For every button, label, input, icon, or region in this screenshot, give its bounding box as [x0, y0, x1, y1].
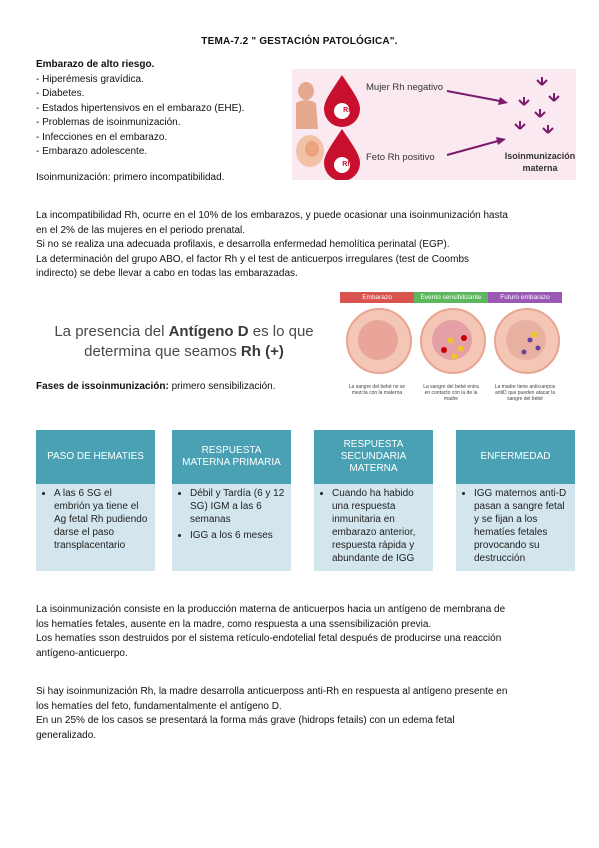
phase-header: PASO DE HEMATIES: [36, 430, 155, 484]
rh-negative-drop-label: Rh-: [343, 107, 355, 114]
phase-header: RESPUESTA MATERNA PRIMARIA: [172, 430, 291, 484]
paragraph-line: La incompatibilidad Rh, ocurre en el 10% de los embarazos, y puede ocasionar una isoinmunización hasta: [36, 210, 508, 221]
phase-bullets: [36, 487, 155, 552]
page-title: TEMA-7.2 " GESTACIÓN PATOLÓGICA".: [201, 36, 398, 47]
phase-card-primary-response: [172, 430, 291, 571]
phase-bullets: [172, 487, 291, 542]
phases-intro-bold: Fases de issoinmunización:: [36, 381, 169, 392]
phase-bullet: • A las 6 SG el embrión ya tiene el Ag fetal Rh pudiendo darse el paso transplacentario: [54, 487, 149, 552]
risk-item: - Embarazo adolescente.: [36, 146, 148, 157]
paragraph-rh-consequences: [36, 685, 566, 743]
isoimmunization-line: Isoinmunización: [504, 151, 576, 161]
isoimmunization-note: Isoinmunización: primero incompatibilidad.: [36, 172, 225, 183]
paragraph-line: en el 2% de las mujeres en el periodo prenatal.: [36, 224, 246, 236]
phase-bullet: • IGG a los 6 meses: [190, 529, 285, 542]
caption-blood-contact: La sangre del bebé entra en contacto con la de la madre: [423, 384, 479, 402]
antigen-text: determina que seamos: [84, 343, 241, 360]
mother-rh-negative-label: Mujer Rh negativo: [366, 82, 444, 93]
maternal-isoimmunization-label: [504, 150, 576, 174]
paragraph-line: indirecto) se debe llevar a cabo en todas las embarazadas.: [36, 268, 298, 279]
rh-positive-drop-label: Rh+: [342, 161, 356, 168]
paragraph-line: Si hay isoinmunización Rh, la madre desarrolla anticuerposs anti-Rh en respuesta al antígeno presente en: [36, 686, 508, 697]
antigen-d-bold: Antígeno D: [168, 323, 249, 340]
blood-cells-art: [340, 302, 562, 392]
paragraph-incompatibility: [36, 209, 566, 282]
antigen-text: es lo que: [248, 323, 314, 340]
antigen-line-2: [36, 342, 332, 362]
antigen-d-statement: [36, 322, 332, 362]
paragraph-line: generalizado.: [36, 729, 97, 741]
phases-intro: [36, 381, 276, 392]
risk-item: - Hiperémesis gravídica.: [36, 73, 144, 85]
antigen-line-1: [36, 322, 332, 342]
pregnancy-sensitization-illustration: [340, 292, 562, 412]
paragraph-line: Si no se realiza una adecuada profilaxis, e desarrolla enfermedad hemolítica perinatal (EGP).: [36, 239, 450, 250]
stripe-future-pregnancy: Futuro embarazo: [488, 292, 562, 303]
stripe-sensitizing-event: Evento sensibilizante: [414, 292, 488, 303]
rh-positive-bold: Rh (+): [240, 343, 284, 360]
paragraph-line: los hematíes del feto, fundamentalmente el antígeno D.: [36, 700, 282, 712]
caption-antibodies-attack: La madre tiene anticuerpos antiD que pueden atacar la sangre del bebé: [494, 384, 556, 402]
phase-bullet: • Débil y Tardía (6 y 12 SG) IGM a las 6 semanas: [190, 487, 285, 526]
paragraph-line: Los hematíes sson destruidos por el sistema retículo-endotelial fetal después de producirse una reacción: [36, 633, 502, 644]
phase-card-disease: [456, 430, 575, 571]
paragraph-line: La isoinmunización consiste en la producción materna de anticuerpos hacia un antígeno de membrana de: [36, 604, 506, 615]
fetus-rh-positive-label: Feto Rh positivo: [366, 152, 435, 163]
risk-item: - Estados hipertensivos en el embarazo (EHE).: [36, 102, 245, 114]
paragraph-line: La determinación del grupo ABO, el factor Rh y el test de anticuerpos irregulares (test de Coombs: [36, 253, 470, 265]
phase-card-red-cell-passage: [36, 430, 155, 571]
phase-bullets: [456, 487, 575, 565]
phase-bullets: [314, 487, 433, 565]
risk-item: - Infecciones en el embarazo.: [36, 131, 168, 143]
paragraph-line: En un 25% de los casos se presentará la forma más grave (hidrops fetails) con un edema fetal: [36, 715, 455, 726]
paragraph-line: los hematíes fetales, ausente en la madre, como respuesta a una ssensibilización previa.: [36, 618, 432, 630]
antigen-text: La presencia del: [54, 323, 169, 340]
caption-blood-not-mixed: La sangre del bebé no se mezcla con la materna: [348, 384, 406, 396]
risk-item: - Diabetes.: [36, 88, 85, 99]
paragraph-line: antígeno-anticuerpo.: [36, 647, 128, 659]
high-risk-heading: Embarazo de alto riesgo.: [36, 59, 155, 70]
high-risk-list: [36, 58, 286, 160]
phase-bullet: • Cuando ha habido una respuesta inmunitaria en embarazo anterior, respuesta rápida y abundante de IGG: [332, 487, 427, 565]
risk-item: - Problemas de isoinmunización.: [36, 117, 181, 128]
rh-illustration: [292, 69, 576, 180]
maternal-line: materna: [522, 163, 558, 173]
phase-header: ENFERMEDAD: [456, 430, 575, 484]
phase-bullet: • IGG maternos anti-D pasan a sangre fetal y se fijan a los hematíes fetales provocando su destrucción: [474, 487, 569, 565]
stripe-pregnancy: Embarazo: [340, 292, 414, 303]
paragraph-isoimmunization-definition: [36, 603, 566, 661]
phase-card-secondary-response: [314, 430, 433, 571]
phase-header: RESPUESTA SECUNDARIA MATERNA: [314, 430, 433, 484]
phases-intro-text: primero sensibilización.: [168, 381, 276, 392]
